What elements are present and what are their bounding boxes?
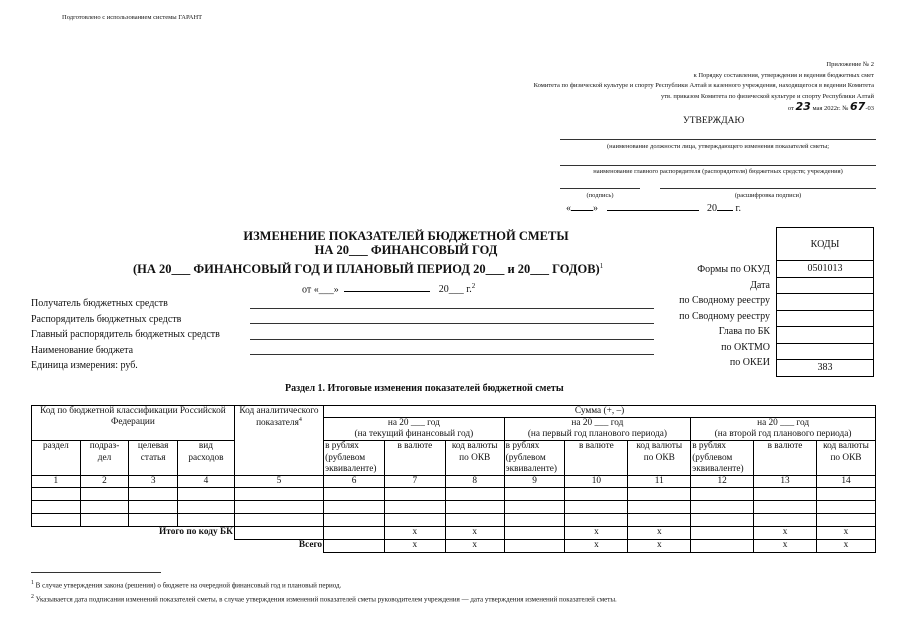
table-row <box>32 513 876 526</box>
decode-caption: (расшифровка подписи) <box>734 192 802 199</box>
appendix-line2: Комитета по физической культуре и спорту Республики Алтай и казенного учреждения, находящегося в ведении Комитета <box>533 82 874 89</box>
signature-caption: (подпись) <box>586 192 614 199</box>
budget-table <box>31 405 876 553</box>
approve-date-year: 20 <box>707 203 717 214</box>
garant-note: Подготовлено с использованием системы ГАРАНТ <box>62 14 203 21</box>
col-num: 14 <box>816 475 875 487</box>
sub-celevaya: целевая статья <box>129 441 178 475</box>
x-mark: х <box>565 526 628 539</box>
sub-podrazdel: подраз- дел <box>80 441 129 475</box>
title-from-text: от «___» <box>302 284 339 296</box>
sub-vid: вид расходов <box>178 441 235 475</box>
col-num: 1 <box>32 475 81 487</box>
x-mark: х <box>816 526 875 539</box>
header-sum: Сумма (+, –) <box>324 406 876 418</box>
title-line3-text: (НА 20___ ФИНАНСОВЫЙ ГОД И ПЛАНОВЫЙ ПЕРИОД 20___ и 20___ ГОДОВ) <box>133 262 600 277</box>
footnote-1 <box>31 577 617 591</box>
code-value-glava <box>777 327 874 344</box>
x-mark: х <box>628 526 691 539</box>
sub-okv-2: код валюты по ОКВ <box>628 441 691 475</box>
x-mark: х <box>628 539 691 552</box>
header-analytic-text: Код аналитического показателя <box>239 406 319 429</box>
code-label-glava: Глава по БК <box>718 326 770 337</box>
decode-line <box>660 188 876 189</box>
title-from-year: 20___ г. <box>438 284 472 296</box>
title-line3 <box>133 262 603 277</box>
codes-labels <box>600 262 770 371</box>
col-num: 7 <box>384 475 445 487</box>
sub-okv-1: код валюты по ОКВ <box>445 441 504 475</box>
sub-razdel: раздел <box>32 441 81 475</box>
title-from <box>302 282 475 295</box>
sub-val-3: в валюте <box>754 441 817 475</box>
code-value-date <box>777 277 874 294</box>
x-mark: х <box>445 526 504 539</box>
code-value-okud: 0501013 <box>777 261 874 278</box>
col-num: 6 <box>324 475 385 487</box>
code-label-reestr2: по Сводному реестру <box>679 310 770 322</box>
table-row <box>32 500 876 513</box>
field-distributor: Распорядитель бюджетных средств <box>31 313 182 325</box>
approve-date-g: г. <box>735 203 741 214</box>
column-numbers-row <box>32 475 876 487</box>
x-mark: х <box>565 539 628 552</box>
footnote-1-text: В случае утверждения закона (решения) о бюджете на очередной финансовый год и плановый период. <box>35 581 342 590</box>
footnote-2-mark: 2 <box>31 594 34 601</box>
code-label-oktmo: по ОКТМО <box>721 341 770 353</box>
approve-title: УТВЕРЖДАЮ <box>683 116 745 126</box>
sub-okv-3: код валюты по ОКВ <box>816 441 875 475</box>
header-analytic <box>234 406 323 476</box>
approve-caption2: наименование главного распорядителя (распорядителя) бюджетных средств; учреждения) <box>593 168 843 175</box>
col-num: 2 <box>80 475 129 487</box>
distributor-line <box>250 323 654 324</box>
header-period-first: на 20 ___ год (на первый год планового периода) <box>504 418 691 441</box>
sub-rub-2: в рублях (рублевом эквиваленте) <box>504 441 565 475</box>
col-num: 12 <box>691 475 754 487</box>
code-label-date: Дата <box>750 279 770 291</box>
col-num: 11 <box>628 475 691 487</box>
appendix-day: 23 <box>795 100 811 113</box>
sub-rub-1: в рублях (рублевом эквиваленте) <box>324 441 385 475</box>
code-value-reestr1 <box>777 294 874 311</box>
x-mark: х <box>754 526 817 539</box>
code-label-reestr1: по Сводному реестру <box>679 295 770 306</box>
code-value-okei: 383 <box>777 360 874 377</box>
recipient-line <box>250 308 654 309</box>
approve-date-open: « <box>566 203 571 214</box>
section-title: Раздел 1. Итоговые изменения показателей бюджетной сметы <box>285 383 564 394</box>
col-num: 8 <box>445 475 504 487</box>
left-fields <box>31 296 220 374</box>
footnote-1-mark: 1 <box>31 580 34 586</box>
code-label-okei: по ОКЕИ <box>729 357 770 368</box>
field-recipient: Получатель бюджетных средств <box>31 298 168 309</box>
header-budget-code: Код по бюджетной классификации Российской Федерации <box>32 406 235 441</box>
field-unit: Единица измерения: руб. <box>31 360 138 371</box>
total-bk-row <box>32 526 876 539</box>
total-all-row <box>32 539 876 552</box>
title-from-sup: 2 <box>471 282 476 290</box>
approve-line2 <box>560 165 876 166</box>
footnote-2-text: Указывается дата подписания изменений показателей сметы, в случае утверждения изменений показателей сметы руководителем учреждения — дата утверждения изменений показателей сметы. <box>35 595 617 604</box>
table-row <box>32 487 876 500</box>
x-mark: х <box>384 526 445 539</box>
signature-line <box>560 188 640 189</box>
title-line2: НА 20___ ФИНАНСОВЫЙ ГОД <box>314 243 498 257</box>
main-distributor-line <box>250 339 654 340</box>
appendix-date <box>374 102 874 115</box>
total-all-label: Всего <box>32 539 324 552</box>
header-period-current: на 20 ___ год (на текущий финансовый год) <box>324 418 505 441</box>
approve-line1 <box>560 139 876 140</box>
approve-caption1: (наименование должности лица, утверждающего изменения показателей сметы; <box>606 143 830 150</box>
appendix-line1: к Порядку составления, утверждения и ведения бюджетных смет <box>693 71 874 79</box>
col-num: 9 <box>504 475 565 487</box>
budget-name-line <box>250 354 654 355</box>
document-title <box>186 229 626 257</box>
col-num: 4 <box>178 475 235 487</box>
appendix-number: 67 <box>850 100 866 113</box>
x-mark: х <box>816 539 875 552</box>
code-label-okud: Формы по ОКУД <box>697 264 770 275</box>
sub-val-1: в валюте <box>384 441 445 475</box>
col-num: 10 <box>565 475 628 487</box>
col-num: 3 <box>129 475 178 487</box>
field-main-distributor: Главный распорядитель бюджетных средств <box>31 329 220 340</box>
appendix-number-suffix: -03 <box>865 105 874 112</box>
footnote-divider <box>31 572 161 573</box>
header-period-second: на 20 ___ год (на второй год планового периода) <box>691 418 876 441</box>
x-mark: х <box>445 539 504 552</box>
total-bk-label: Итого по коду БК <box>32 526 235 539</box>
sub-rub-3: в рублях (рублевом эквиваленте) <box>691 441 754 475</box>
code-value-oktmo <box>777 343 874 360</box>
codes-header: КОДЫ <box>777 228 874 261</box>
footnote-2 <box>31 591 617 605</box>
appendix-line3: утв. приказом Комитета по физической культуре и спорту Республики Алтай <box>660 92 874 100</box>
appendix-title: Приложение № 2 <box>826 61 874 68</box>
x-mark: х <box>384 539 445 552</box>
codes-table <box>776 227 874 377</box>
header-analytic-sup: 4 <box>298 417 302 424</box>
col-num: 5 <box>234 475 323 487</box>
field-budget-name: Наименование бюджета <box>31 344 134 356</box>
sub-val-2: в валюте <box>565 441 628 475</box>
title-line3-sup: 1 <box>599 262 604 270</box>
title-line1: ИЗМЕНЕНИЕ ПОКАЗАТЕЛЕЙ БЮДЖЕТНОЙ СМЕТЫ <box>243 229 569 243</box>
appendix-block <box>374 60 874 115</box>
approve-date-close: » <box>593 203 598 214</box>
approve-date <box>566 203 741 214</box>
appendix-date-prefix: от <box>787 105 794 112</box>
appendix-date-mid: мая 2022г. № <box>812 105 849 112</box>
x-mark: х <box>754 539 817 552</box>
footnotes <box>31 577 617 606</box>
code-value-reestr2 <box>777 310 874 327</box>
col-num: 13 <box>754 475 817 487</box>
